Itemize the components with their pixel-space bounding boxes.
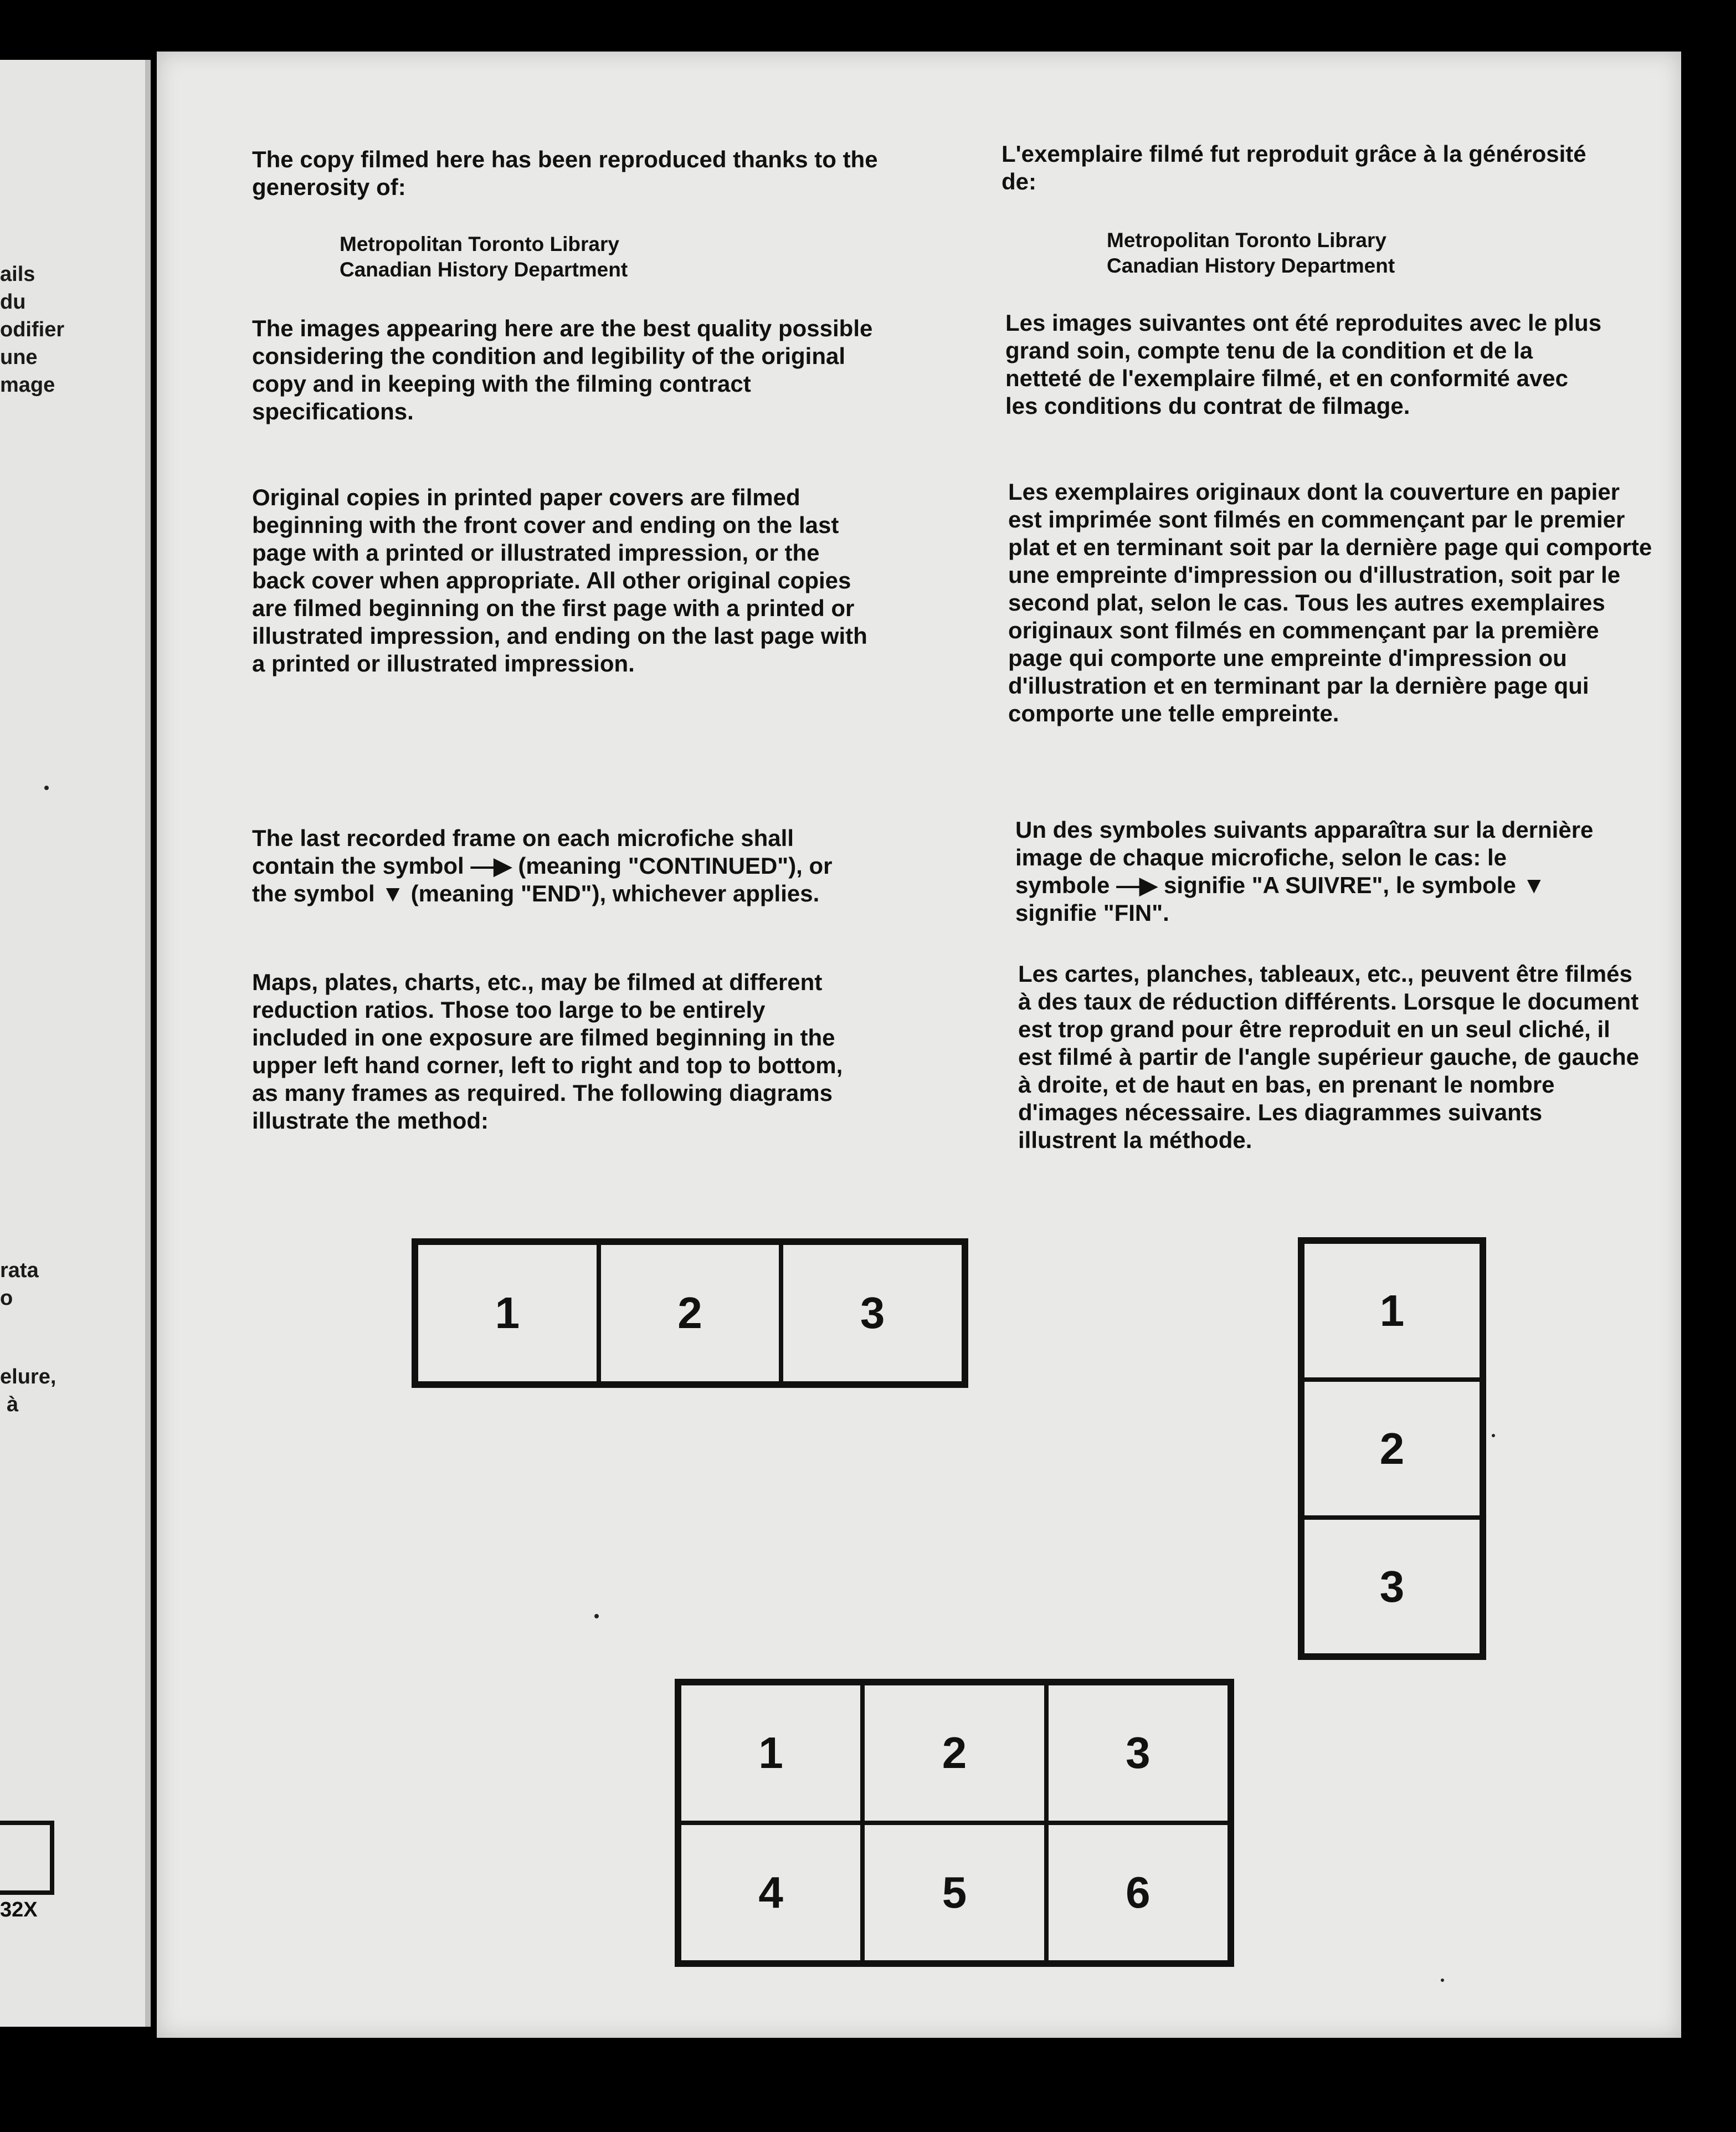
paragraph-text: Les cartes, planches, tableaux, etc., peuvent être filmés à des taux de réduction différents. Lorsque le document est trop grand pour être reproduit en un seul cliché, il est filmé à partir de l'angle supérieur gauche, de gauche à droite, et de haut en bas, en prenant le nombre d'images nécessaire. Les diagrammes suivants illustrent la méthode. [1018, 961, 1639, 1153]
covers-paragraph-en [252, 484, 878, 678]
institution-en [340, 232, 783, 283]
paragraph-text: Original copies in printed paper covers are filmed beginning with the front cover and ending on the last page with a printed or illustrated impression, or the back cover when appropriate. All other original copies are filmed beginning on the first page with a printed or illustrated impression, and ending on the last page with a printed or illustrated impression. [252, 484, 867, 676]
frame-cell: 3 [1302, 1518, 1482, 1656]
text-fragment: à [7, 1393, 19, 1416]
frame-cell: 2 [862, 1683, 1046, 1823]
library-name: Metropolitan Toronto Library [1107, 229, 1386, 252]
credit-text: The copy filmed here has been reproduced thanks to the generosity of: [252, 146, 878, 200]
speck [44, 786, 49, 790]
english-column [252, 146, 944, 201]
frame-cell: 5 [862, 1823, 1046, 1962]
library-name: Metropolitan Toronto Library [340, 233, 619, 255]
credit-text: L'exemplaire filmé fut reproduit grâce à la générosité de: [1001, 141, 1586, 194]
quality-paragraph-en [252, 315, 900, 426]
department-name: Canadian History Department [1107, 254, 1395, 277]
paragraph-text: The images appearing here are the best quality possible considering the condition and legibility of the original copy and in keeping with the filming contract specifications. [252, 315, 873, 424]
speck [1492, 1434, 1495, 1437]
text-fragment: ails [0, 263, 35, 286]
symbol-paragraph-en [252, 824, 861, 908]
text-fragment: une [0, 346, 38, 369]
reduction-box [0, 1821, 54, 1895]
frame-cell: 1 [679, 1683, 862, 1823]
maps-paragraph-fr [1018, 960, 1644, 1154]
paragraph-text: Maps, plates, charts, etc., may be filmed at different reduction ratios. Those too large to be entirely included in one exposure are filmed beginning in the upper left hand corner, left to right and top to bottom, as many frames as required. The following diagrams illustrate the method: [252, 969, 843, 1134]
french-column [1001, 140, 1611, 196]
text-fragment: o [0, 1287, 13, 1310]
microfiche-target-page [157, 52, 1681, 2038]
speck [1441, 1979, 1444, 1982]
frame-cell: 1 [1302, 1242, 1482, 1380]
text-fragment: rata [0, 1259, 39, 1282]
frame-cell: 6 [1046, 1823, 1230, 1962]
paragraph-text: Les images suivantes ont été reproduites avec le plus grand soin, compte tenu de la condition et de la netteté de l'exemplaire filmé, et en conformité avec les conditions du contrat de filmage. [1005, 310, 1602, 419]
frame-cell: 2 [1302, 1380, 1482, 1518]
frame-cell: 4 [679, 1823, 862, 1962]
covers-paragraph-fr [1008, 478, 1656, 727]
reduction-label: 32X [0, 1898, 38, 1921]
quality-paragraph-fr [1005, 309, 1604, 420]
text-fragment: elure, [0, 1365, 57, 1388]
frame-cell: 3 [1046, 1683, 1230, 1823]
adjacent-page-fragment [0, 60, 151, 2027]
paragraph-text: Les exemplaires originaux dont la couverture en papier est imprimée sont filmés en commençant par le premier plat et en terminant soit par la dernière page qui comporte une empreinte d'impression ou d'illustration, soit par le second plat, selon le cas. Tous les autres exemplaires originaux sont filmés en commençant par la première page qui comporte une empreinte d'impression ou d'illustration et en terminant par la dernière page qui comporte une telle empreinte. [1008, 479, 1652, 726]
speck [594, 1614, 599, 1618]
paragraph-text: Un des symboles suivants apparaîtra sur la dernière image de chaque microfiche, selon le cas: le symbole —▶ signifie "A SUIVRE", le symbole ▼ signifie "FIN". [1015, 817, 1594, 926]
diagram-grid [675, 1679, 1234, 1967]
text-fragment: mage [0, 373, 55, 397]
frame-cell: 1 [416, 1243, 599, 1383]
text-fragment: odifier [0, 318, 65, 341]
department-name: Canadian History Department [340, 258, 628, 281]
diagram-row [412, 1238, 968, 1388]
paragraph-text: The last recorded frame on each microfiche shall contain the symbol —▶ (meaning "CONTINUED"), or the symbol ▼ (meaning "END"), whichever applies. [252, 825, 833, 906]
symbol-paragraph-fr [1015, 816, 1603, 927]
diagram-column [1298, 1237, 1486, 1660]
institution-fr [1107, 228, 1550, 279]
frame-cell: 3 [781, 1243, 964, 1383]
text-fragment: du [0, 290, 26, 314]
maps-paragraph-en [252, 968, 867, 1135]
frame-cell: 2 [599, 1243, 782, 1383]
